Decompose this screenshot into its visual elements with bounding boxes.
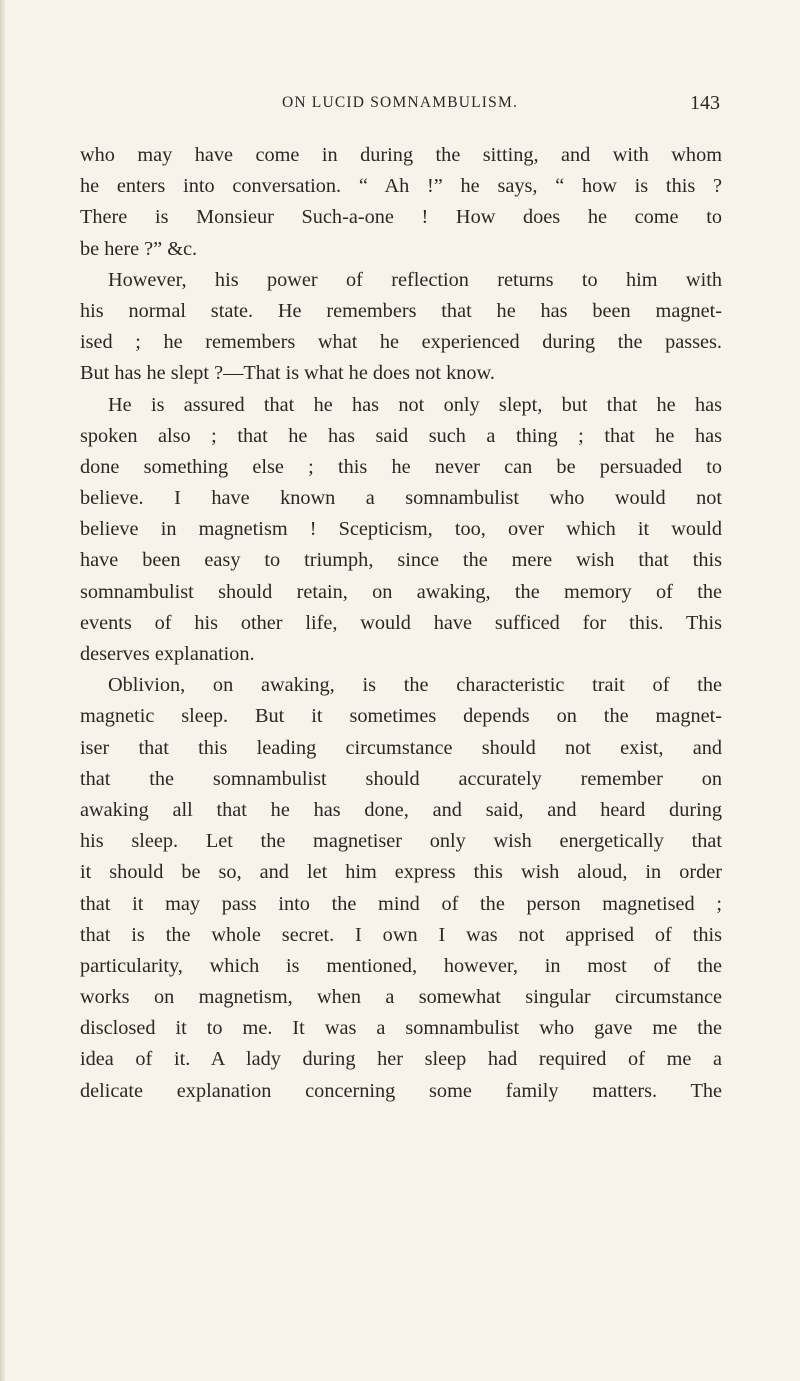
text-line: somnambulist should retain, on awaking, the memory of the bbox=[80, 580, 722, 603]
text-line: He is assured that he has not only slept, but that he has bbox=[108, 393, 722, 416]
text-line: he enters into conversation. “ Ah !” he says, “ how is this ? bbox=[80, 175, 722, 198]
text-line: that is the whole secret. I own I was not apprised of this bbox=[80, 923, 722, 946]
text-line: iser that this leading circumstance should not exist, and bbox=[80, 736, 722, 759]
text-line: spoken also ; that he has said such a thing ; that he has bbox=[80, 424, 722, 447]
text-line: works on magnetism, when a somewhat singular circumstance bbox=[80, 986, 722, 1009]
body-text bbox=[80, 140, 722, 1107]
text-line: that the somnambulist should accurately remember on bbox=[80, 767, 722, 790]
text-line: However, his power of reflection returns to him with bbox=[108, 268, 722, 291]
text-line: believe in magnetism ! Scepticism, too, over which it would bbox=[80, 518, 722, 541]
text-line: be here ?” &c. bbox=[80, 237, 198, 260]
text-line: deserves explanation. bbox=[80, 643, 255, 665]
text-line: that it may pass into the mind of the person magnetised ; bbox=[80, 892, 722, 915]
text-line: Oblivion, on awaking, is the characteristic trait of the bbox=[108, 674, 722, 697]
text-line: There is Monsieur Such-a-one ! How does he come to bbox=[80, 206, 722, 229]
text-line: magnetic sleep. But it sometimes depends on the magnet- bbox=[80, 705, 722, 728]
text-line: have been easy to triumph, since the mere wish that this bbox=[80, 549, 722, 572]
running-title: ON LUCID SOMNAMBULISM. bbox=[281, 94, 519, 111]
text-line: particularity, which is mentioned, however, in most of the bbox=[80, 954, 722, 977]
page-binding-edge bbox=[0, 0, 5, 1381]
text-line: ised ; he remembers what he experienced during the passes. bbox=[80, 331, 722, 354]
text-line: his sleep. Let the magnetiser only wish energetically that bbox=[80, 830, 722, 853]
page-number: 143 bbox=[690, 92, 720, 114]
text-line: who may have come in during the sitting, and with whom bbox=[80, 144, 722, 166]
text-line: events of his other life, would have sufficed for this. This bbox=[80, 611, 722, 634]
text-line: done something else ; this he never can be persuaded to bbox=[80, 455, 722, 478]
running-head bbox=[80, 92, 720, 118]
text-line: awaking all that he has done, and said, and heard during bbox=[80, 798, 722, 821]
text-line: idea of it. A lady during her sleep had required of me a bbox=[80, 1048, 722, 1071]
text-line: But has he slept ?—That is what he does not know. bbox=[80, 362, 495, 385]
text-line: it should be so, and let him express this wish aloud, in order bbox=[80, 861, 722, 884]
text-line: believe. I have known a somnambulist who would not bbox=[80, 487, 722, 510]
text-line: disclosed it to me. It was a somnambulist who gave me the bbox=[80, 1017, 722, 1040]
text-line: delicate explanation concerning some family matters. The bbox=[80, 1079, 722, 1102]
text-line: his normal state. He remembers that he has been magnet- bbox=[80, 299, 722, 322]
